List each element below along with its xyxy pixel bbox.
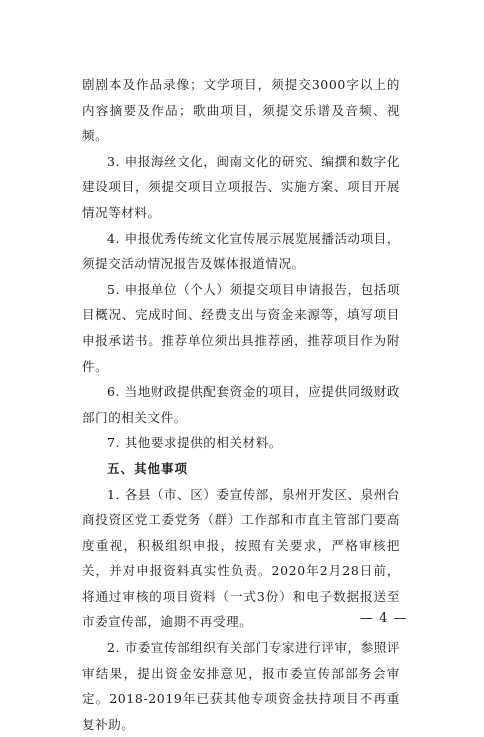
paragraph-continuation: 剧剧本及作品录像；文学项目，须提交3000字以上的内容摘要及作品；歌曲项目，须提交乐谱及音频、视频。 [82,77,400,144]
section-heading: 五、其他事项 [107,460,189,476]
document-body [82,72,400,737]
paragraph-item-4: 4. 申报优秀传统文化宣传展示展览展播活动项目，须提交活动情况报告及媒体报道情况。 [82,230,400,272]
paragraph-item-7: 7. 其他要求提供的相关材料。 [107,435,282,451]
paragraph-item-5: 5. 申报单位（个人）须提交项目申请报告，包括项目概况、完成时间、经费支出与资金来源等，填写项目申报承诺书。推荐单位须出具推荐函，推荐项目作为附件。 [82,281,400,374]
paragraph-item-3: 3. 申报海丝文化，闽南文化的研究、编撰和数字化建设项目，须提交项目立项报告、实施方案、项目开展情况等材料。 [82,153,400,220]
page-number: — 4 — [360,611,408,626]
section-paragraph-2: 2. 市委宣传部组织有关部门专家进行评审，参照评审结果，提出资金安排意见，报市委宣传部部务会审定。2018-2019年已获其他专项资金扶持项目不再重复补助。 [82,640,400,732]
paragraph-item-6: 6. 当地财政提供配套资金的项目，应提供同级财政部门的相关文件。 [82,384,400,425]
section-paragraph-1: 1. 各县（市、区）委宣传部，泉州开发区、泉州台商投资区党工委党务（群）工作部和市直主管部门要高度重视，积极组织申报，按照有关要求，严格审核把关，并对申报资料真实性负责。2020年2月28日前，将通过审核的项目资料（一式3份）和电子数据报送至市委宣传部，逾期不再受理。 [82,486,400,630]
